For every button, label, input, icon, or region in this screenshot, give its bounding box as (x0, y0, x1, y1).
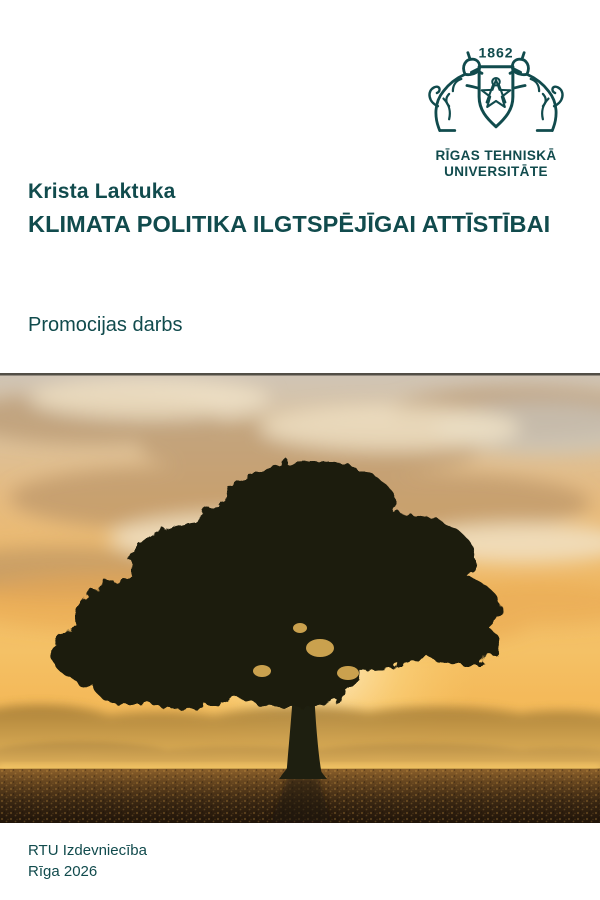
document-type: Promocijas darbs (28, 314, 183, 336)
shield-icon (479, 67, 513, 127)
university-logo (414, 44, 578, 180)
university-name-line2: UNIVERSITĀTE (444, 164, 548, 179)
cover-photo-sunset-oak (0, 373, 600, 823)
university-name-line1: RĪGAS TEHNISKĀ (435, 148, 557, 163)
photo-top-border (0, 373, 600, 376)
city-year: Rīga 2026 (28, 863, 98, 880)
author-name: Krista Laktuka (28, 180, 176, 203)
founding-year: 1862 (478, 44, 514, 61)
lion-left-icon (429, 53, 481, 131)
rtu-crest-icon (421, 44, 571, 142)
publisher: RTU Izdevniecība (28, 842, 147, 859)
lion-right-icon (510, 53, 562, 131)
imprint (28, 840, 147, 882)
thesis-title: KLIMATA POLITIKA ILGTSPĒJĪGAI ATTĪSTĪBAI (28, 211, 551, 237)
